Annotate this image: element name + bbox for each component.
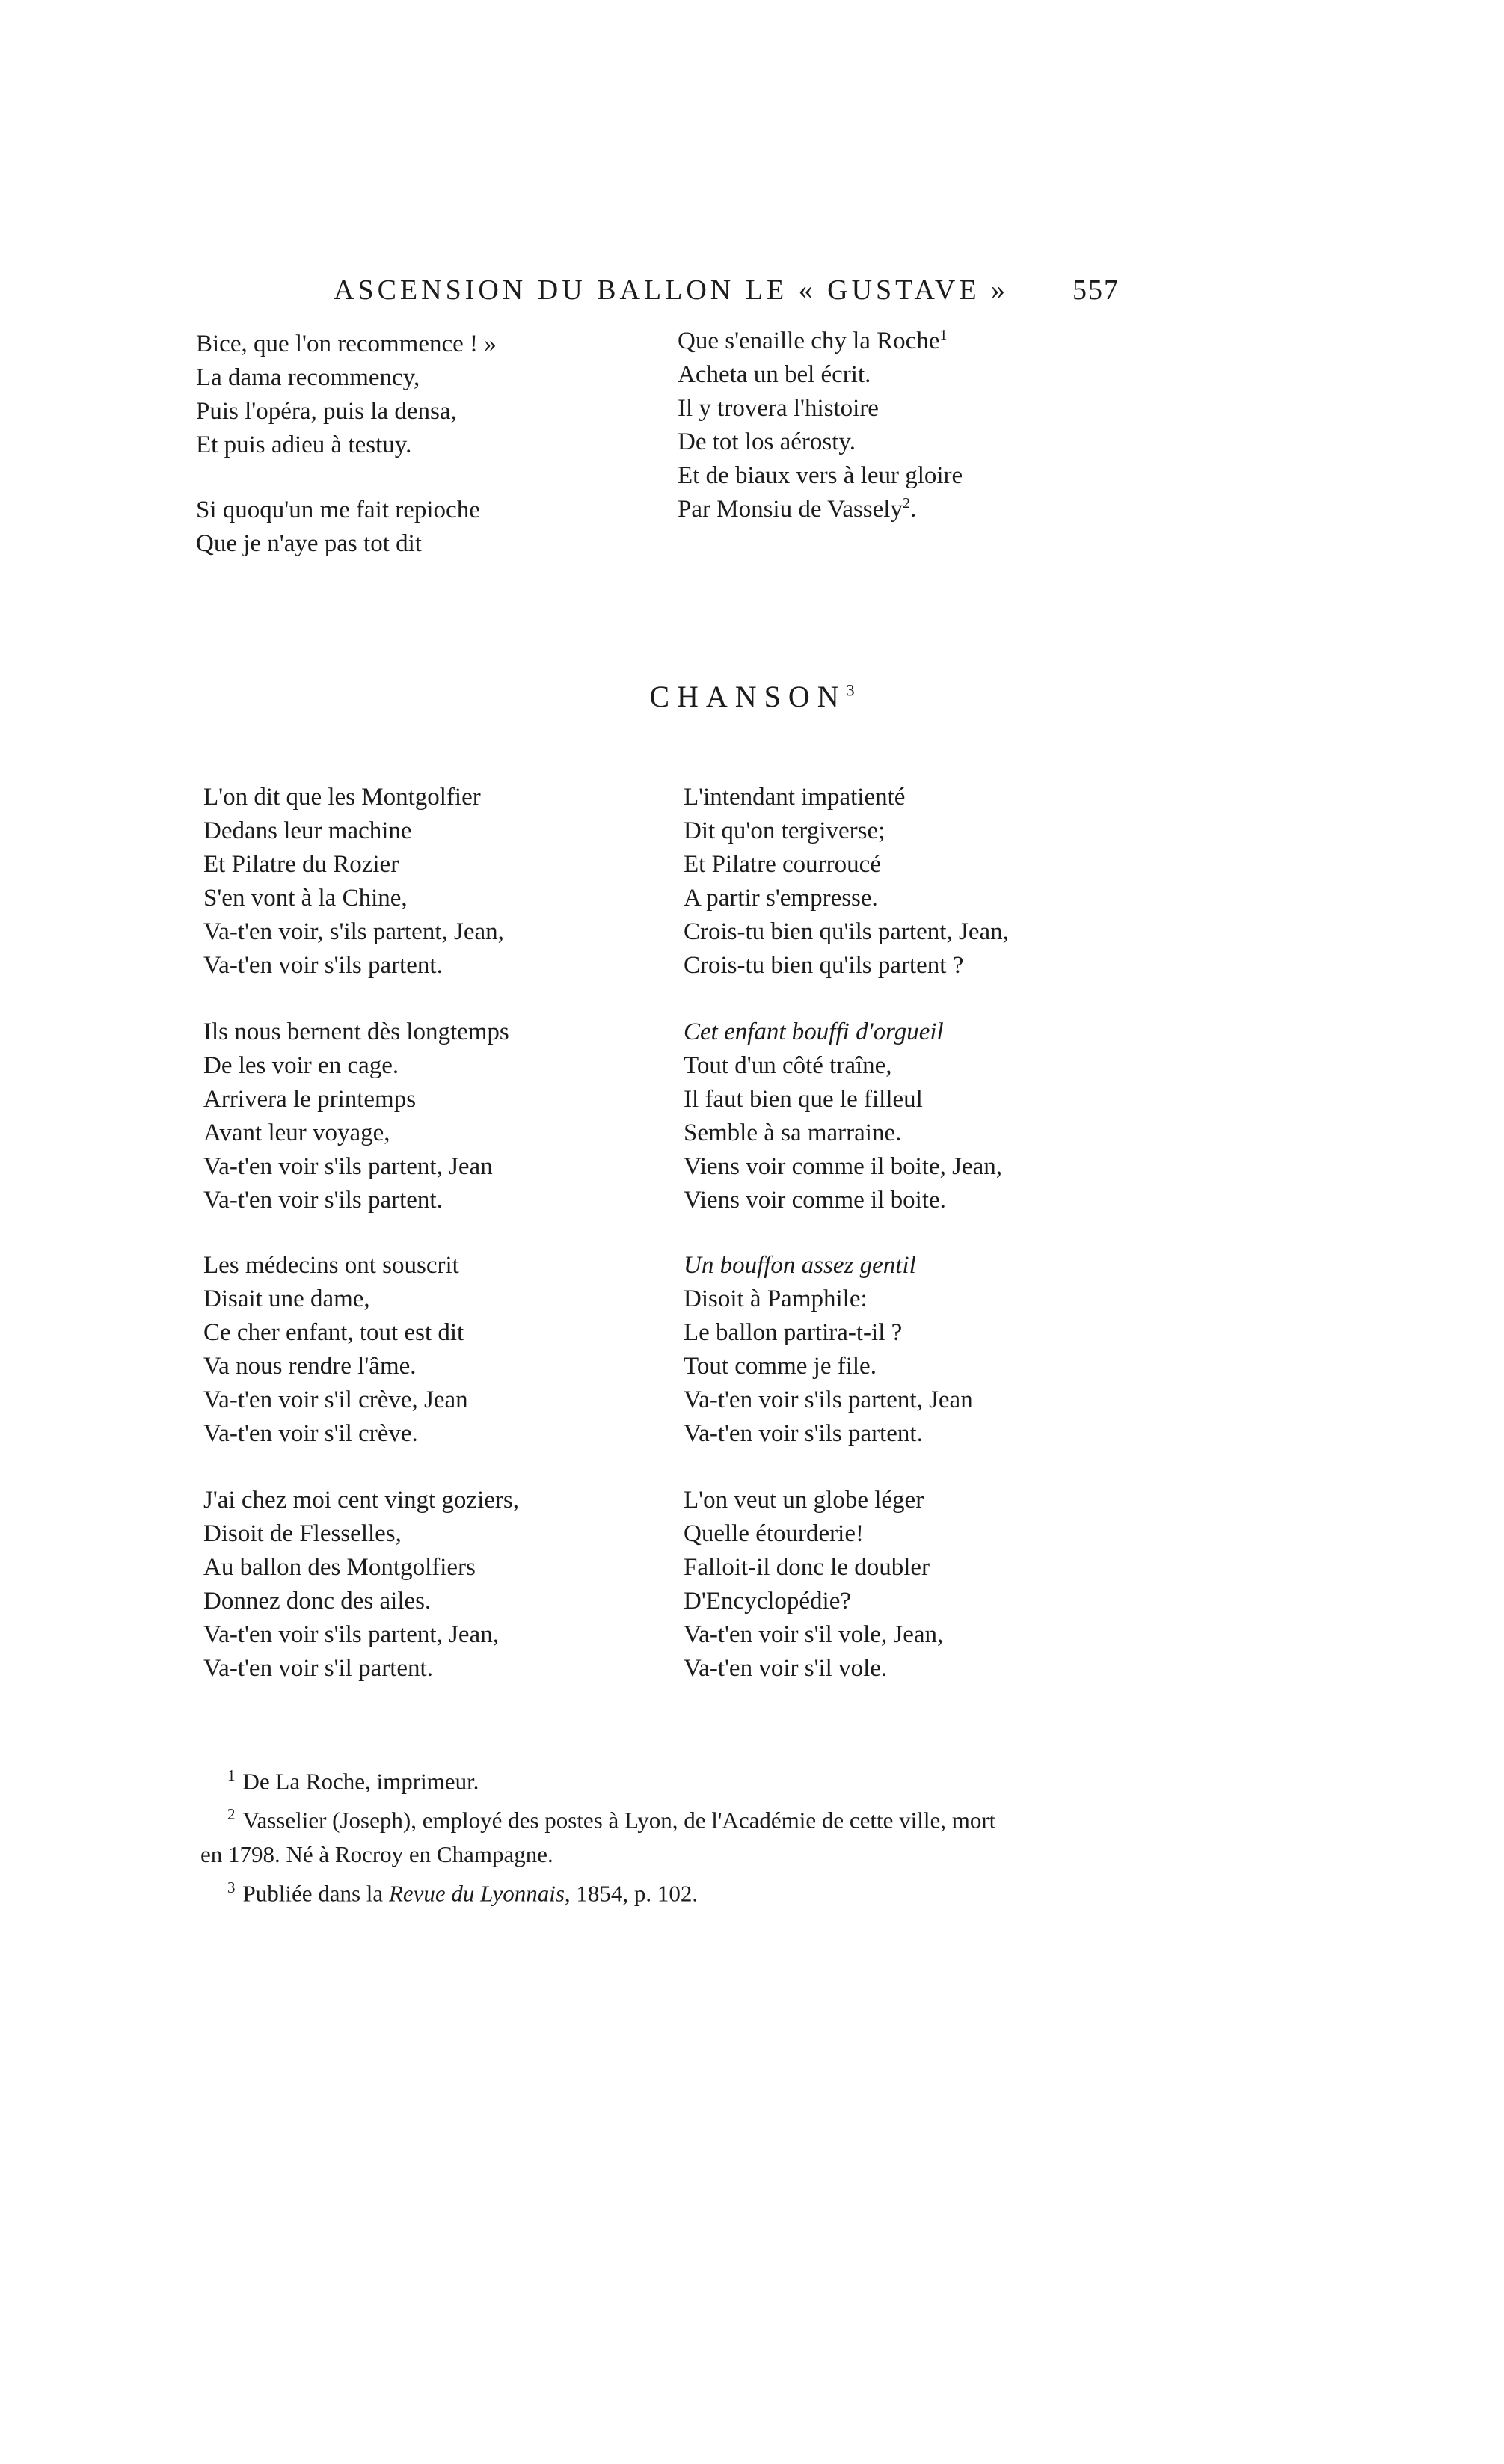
verse-line: Et de biaux vers à leur gloire <box>678 462 963 489</box>
verse-line: Acheta un bel écrit. <box>678 361 871 388</box>
verse-line: Ils nous bernent dès longtemps <box>203 1019 509 1045</box>
verse-line: Et Pilatre courroucé <box>684 851 881 878</box>
chanson-right-stanza-1 <box>684 781 1009 983</box>
verse-line: Par Monsiu de Vassely$^2$. <box>678 495 917 523</box>
verse-line: Tout comme je file. <box>684 1353 877 1380</box>
footnote-1: $^1$ De La Roche, imprimeur. <box>227 1766 479 1795</box>
verse-line: Va-t'en voir s'ils partent, Jean <box>203 1153 493 1180</box>
verse-line: Va-t'en voir s'il vole, Jean, <box>684 1621 944 1648</box>
verse-line: Il y trovera l'histoire <box>678 395 879 422</box>
verse-line: Va-t'en voir s'il crève, Jean <box>203 1386 468 1413</box>
footnote-3: $^3$ Publiée dans la Revue du Lyonnais, 1854, p. 102. <box>227 1878 699 1906</box>
verse-line: Va-t'en voir s'il crève. <box>203 1420 418 1447</box>
verse-line: Viens voir comme il boite, Jean, <box>684 1153 1003 1180</box>
verse-line: Va-t'en voir s'il vole. <box>684 1655 888 1682</box>
chanson-right-stanza-2 <box>684 1016 1002 1217</box>
verse-line: Et Pilatre du Rozier <box>203 851 399 878</box>
verse-line: Crois-tu bien qu'ils partent, Jean, <box>684 918 1009 945</box>
verse-line: L'on dit que les Montgolfier <box>203 784 481 811</box>
verse-line: D'Encyclopédie? <box>684 1588 852 1614</box>
verse-line: De tot los aérosty. <box>678 428 856 455</box>
verse-line: Va-t'en voir s'il partent. <box>203 1655 433 1682</box>
verse-line: Et puis adieu à testuy. <box>196 431 412 458</box>
verse-line: Ce cher enfant, tout est dit <box>203 1319 464 1346</box>
chanson-left-stanza-4 <box>203 1484 519 1686</box>
verse-line: Va-t'en voir s'ils partent. <box>203 1187 443 1214</box>
verse-line: Que je n'aye pas tot dit <box>196 530 422 557</box>
verse-line: L'intendant impatienté <box>684 784 906 811</box>
journal-title: Revue du Lyonnais <box>388 1879 565 1906</box>
verse-line: Disoit de Flesselles, <box>203 1520 402 1547</box>
verse-line: Semble à sa marraine. <box>684 1119 902 1146</box>
verse-line: Viens voir comme il boite. <box>684 1187 946 1214</box>
verse-line: Il faut bien que le filleul <box>684 1086 923 1113</box>
page-number: 557 <box>1072 274 1120 306</box>
top-poem-left-stanza-2 <box>196 494 480 561</box>
verse-line: Dedans leur machine <box>203 817 412 844</box>
verse-line: Tout d'un côté traîne, <box>684 1052 892 1079</box>
verse-line: Falloit-il donc le doubler <box>684 1554 930 1581</box>
verse-line: Dit qu'on tergiverse; <box>684 817 885 844</box>
verse-line: S'en vont à la Chine, <box>203 885 408 912</box>
top-poem-left-stanza-1 <box>196 328 497 462</box>
chanson-left-stanza-1 <box>203 781 504 983</box>
verse-line: Les médecins ont souscrit <box>203 1252 459 1279</box>
footnote-ref: 3 <box>846 680 855 700</box>
footnote-ref: 1 <box>939 327 948 343</box>
verse-line: Si quoqu'un me fait repioche <box>196 497 480 523</box>
verse-line: Bice, que l'on recommence ! » <box>196 331 497 357</box>
footnote-2: $^2$ Vasselier (Joseph), employé des postes à Lyon, de l'Académie de cette ville, mort <box>227 1805 996 1834</box>
verse-line: J'ai chez moi cent vingt goziers, <box>203 1487 519 1514</box>
verse-line: Au ballon des Montgolfiers <box>203 1554 476 1581</box>
verse-line: Va-t'en voir s'ils partent. <box>684 1420 923 1447</box>
verse-line: Cet enfant bouffi d'orgueil <box>684 1019 944 1045</box>
running-header: ASCENSION DU BALLON LE « GUSTAVE » <box>334 274 1010 306</box>
verse-line: Quelle étourderie! <box>684 1520 864 1547</box>
chanson-title: CHANSON$^3$ <box>649 680 855 713</box>
verse-line: Arrivera le printemps <box>203 1086 417 1113</box>
chanson-left-stanza-3 <box>203 1249 468 1451</box>
verse-line: A partir s'empresse. <box>684 885 878 912</box>
footnotes <box>200 1759 995 1910</box>
footnote-2-continuation: en 1798. Né à Rocroy en Champagne. <box>200 1840 553 1867</box>
verse-line: Va-t'en voir s'ils partent, Jean <box>684 1386 973 1413</box>
verse-line: Disoit à Pamphile: <box>684 1285 868 1312</box>
chanson-right-stanza-4 <box>684 1484 943 1686</box>
verse-line: Un bouffon assez gentil <box>684 1252 916 1279</box>
verse-line: L'on veut un globe léger <box>684 1487 924 1514</box>
chanson-left-stanza-2 <box>203 1016 509 1217</box>
verse-line: Va-t'en voir s'ils partent, Jean, <box>203 1621 499 1648</box>
verse-line: Puis l'opéra, puis la densa, <box>196 398 457 425</box>
verse-line: Donnez donc des ailes. <box>203 1588 432 1614</box>
top-poem-right-stanza <box>678 325 963 526</box>
verse-line: Disait une dame, <box>203 1285 370 1312</box>
verse-line: La dama recommency, <box>196 364 420 391</box>
chanson-right-stanza-3 <box>684 1249 973 1451</box>
verse-line: Va-t'en voir s'ils partent. <box>203 952 443 979</box>
verse-line: De les voir en cage. <box>203 1052 399 1079</box>
verse-line: Va-t'en voir, s'ils partent, Jean, <box>203 918 504 945</box>
verse-line: Avant leur voyage, <box>203 1119 390 1146</box>
verse-line: Crois-tu bien qu'ils partent ? <box>684 952 964 979</box>
footnote-ref: 2 <box>902 495 910 511</box>
verse-line: Le ballon partira-t-il ? <box>684 1319 903 1346</box>
verse-line: Que s'enaille chy la Roche$^1$ <box>678 327 948 354</box>
verse-line: Va nous rendre l'âme. <box>203 1353 417 1380</box>
